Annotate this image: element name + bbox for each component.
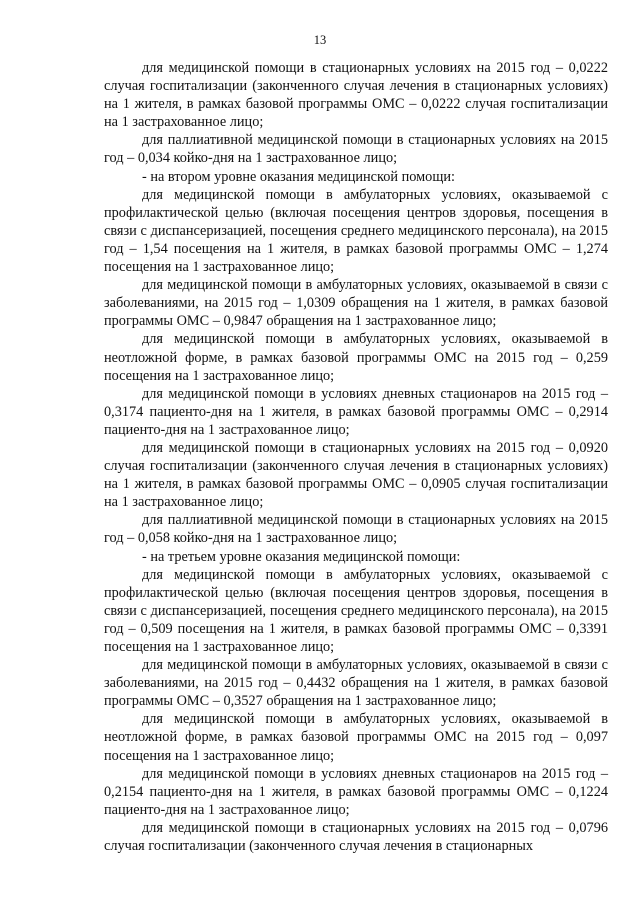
paragraph-outpatient-preventive-level2: для медицинской помощи в амбулаторных условиях, оказываемой с профилактической целью (включая посещения центров здоровья, посещения в связи с диспансеризацией, посещения среднего медицинского персонала), на 2015 год – 1,54 посещения на 1 жителя, в рамках базовой программы ОМС – 1,274 посещения на 1 застрахованное лицо; bbox=[104, 186, 608, 276]
paragraph-outpatient-urgent-level3: для медицинской помощи в амбулаторных условиях, оказываемой в неотложной форме, в рамках базовой программы ОМС на 2015 год – 0,097 посещения на 1 застрахованное лицо; bbox=[104, 711, 608, 764]
paragraph-outpatient-urgent-level2: для медицинской помощи в амбулаторных условиях, оказываемой в неотложной форме, в рамках базовой программы ОМС на 2015 год – 0,259 посещения на 1 застрахованное лицо; bbox=[104, 331, 608, 384]
paragraph-day-hospital-level3: для медицинской помощи в условиях дневных стационаров на 2015 год – 0,2154 пациенто-дня на 1 жителя, в рамках базовой программы ОМС – 0,1224 пациенто-дня на 1 застрахованное лицо; bbox=[104, 765, 608, 818]
paragraph-inpatient-care-level2: для медицинской помощи в стационарных условиях на 2015 год – 0,0920 случая госпитализации (законченного случая лечения в стационарных условиях) на 1 жителя, в рамках базовой программы ОМС – 0,0905 случая госпитализации на 1 застрахованное лицо; bbox=[104, 439, 608, 511]
heading-second-level: - на втором уровне оказания медицинской помощи: bbox=[142, 168, 455, 185]
paragraph-palliative-care-level1: для паллиативной медицинской помощи в стационарных условиях на 2015 год – 0,034 койко-дня на 1 застрахованное лицо; bbox=[104, 132, 608, 167]
document-body bbox=[104, 59, 608, 855]
paragraph-day-hospital-level2: для медицинской помощи в условиях дневных стационаров на 2015 год – 0,3174 пациенто-дня на 1 жителя, в рамках базовой программы ОМС – 0,2914 пациенто-дня на 1 застрахованное лицо; bbox=[104, 385, 608, 438]
paragraph-outpatient-disease-level3: для медицинской помощи в амбулаторных условиях, оказываемой в связи с заболеваниями, на 2015 год – 0,4432 обращения на 1 жителя, в рамках базовой программы ОМС – 0,3527 обращения на 1 застрахованное лицо; bbox=[104, 657, 608, 710]
paragraph-inpatient-care-level3: для медицинской помощи в стационарных условиях на 2015 год – 0,0796 случая госпитализации (законченного случая лечения в стационарных bbox=[104, 819, 608, 855]
paragraph-palliative-care-level2: для паллиативной медицинской помощи в стационарных условиях на 2015 год – 0,058 койко-дня на 1 застрахованное лицо; bbox=[104, 512, 608, 547]
paragraph-outpatient-preventive-level3: для медицинской помощи в амбулаторных условиях, оказываемой с профилактической целью (включая посещения центров здоровья, посещения в связи с диспансеризацией, посещения среднего медицинского персонала), на 2015 год – 0,509 посещения на 1 жителя, в рамках базовой программы ОМС – 0,3391 посещения на 1 застрахованное лицо; bbox=[104, 566, 608, 655]
heading-third-level: - на третьем уровне оказания медицинской помощи: bbox=[142, 548, 461, 565]
paragraph-inpatient-care-level1: для медицинской помощи в стационарных условиях на 2015 год – 0,0222 случая госпитализации (законченного случая лечения в стационарных условиях) на 1 жителя, в рамках базовой программы ОМС – 0,0222 случая госпитализации на 1 застрахованное лицо; bbox=[104, 60, 608, 131]
paragraph-outpatient-disease-level2: для медицинской помощи в амбулаторных условиях, оказываемой в связи с заболеваниями, на 2015 год – 1,0309 обращения на 1 жителя, в рамках базовой программы ОМС – 0,9847 обращения на 1 застрахованное лицо; bbox=[104, 277, 608, 330]
page-number: 13 bbox=[313, 33, 327, 47]
